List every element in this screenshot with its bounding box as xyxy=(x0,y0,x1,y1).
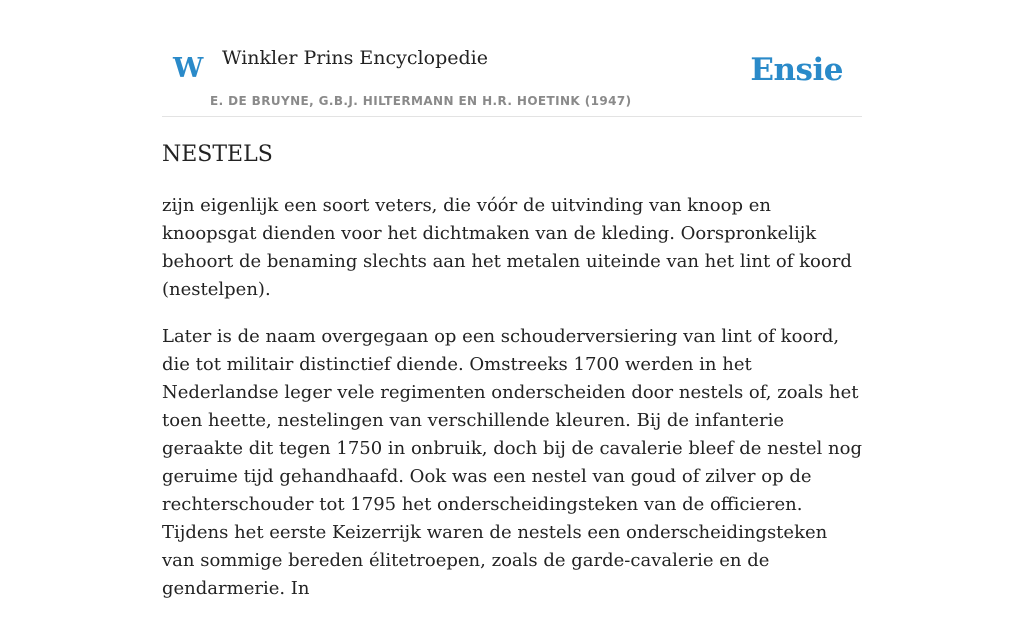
article-paragraph: zijn eigenlijk een soort veters, die vóór de uitvinding van knoop en knoopsgat dienden voor het dichtmaken van de kleding. Oorspronkelijk behoort de benaming slechts aan het metalen uiteinde van het lint of koord (nestelpen). xyxy=(162,195,852,300)
source-header xyxy=(162,0,862,117)
winkler-prins-logo-icon[interactable]: W xyxy=(173,53,204,84)
source-title[interactable]: Winkler Prins Encyclopedie xyxy=(222,47,488,69)
ensie-logo[interactable]: Ensie xyxy=(750,52,843,88)
page xyxy=(162,0,862,599)
article-body xyxy=(162,192,862,622)
article-title: NESTELS xyxy=(162,142,273,167)
article-paragraph: Later is de naam overgegaan op een schouderversiering van lint of koord, die tot militair distinctief diende. Omstreeks 1700 werden in het Nederlandse leger vele regimenten onderscheiden door nestels of, zoals het toen heette, nestelingen van verschillende kleuren. Bij de infanterie geraakte dit tegen 1750 in onbruik, doch bij de cavalerie bleef de nestel nog geruime tijd gehandhaafd. Ook was een nestel van goud of zilver op de rechterschouder tot 1795 het onderscheidingsteken van de officieren. Tijdens het eerste Keizerrijk waren de nestels een onderscheidingsteken van sommige bereden élitetroepen, zoals de garde-cavalerie en de gendarmerie. In xyxy=(162,326,862,599)
source-authors: E. DE BRUYNE, G.B.J. HILTERMANN EN H.R. HOETINK (1947) xyxy=(210,94,632,108)
